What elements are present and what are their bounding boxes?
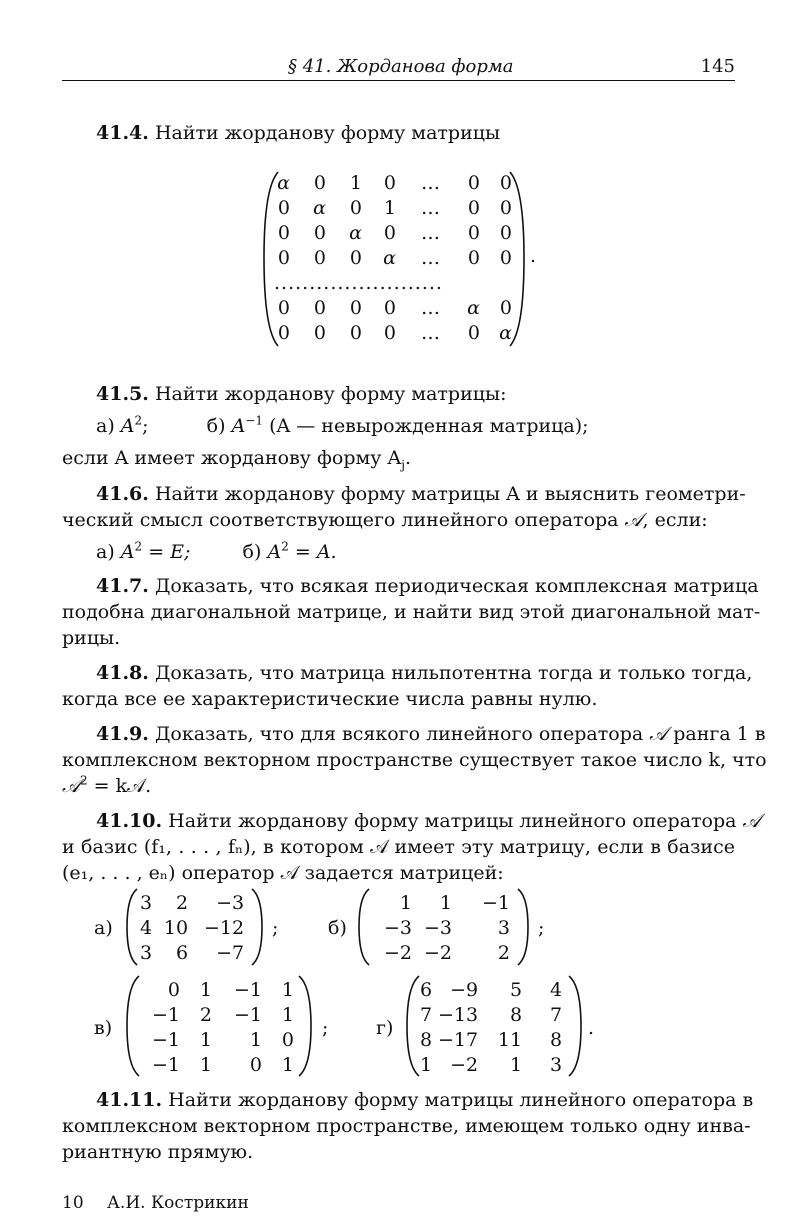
matrix-row	[142, 1027, 294, 1052]
matrix-cell: 3	[140, 941, 153, 964]
matrix-row	[142, 1002, 294, 1027]
problem-41-5	[96, 381, 735, 407]
problem-41-5-items	[96, 413, 735, 439]
matrix-cell: 0	[467, 246, 480, 269]
matrix-cell: α	[383, 246, 396, 269]
matrix-cell: 1	[399, 891, 412, 914]
author-name: А.И. Кострикин	[107, 1193, 249, 1213]
problem-line-1: Найти жорданову форму матрицы A и выяснить геометри-	[154, 483, 746, 505]
matrix-cell: −1	[233, 978, 262, 1001]
matrix-cell: α	[499, 321, 512, 344]
page-number: 145	[700, 56, 735, 77]
item-a-end: ;	[142, 415, 149, 437]
running-header	[62, 56, 735, 80]
problem-41-9-line-3	[62, 773, 735, 799]
matrix-label-d: г)	[376, 1017, 394, 1039]
matrix-c-right-paren	[296, 974, 314, 1078]
problem-41-6-items	[96, 539, 735, 565]
problem-41-11-line-2: комплексном векторном пространстве, имеющем только одну инва-	[62, 1115, 751, 1137]
matrix-c-left-paren	[124, 974, 142, 1078]
matrix-row	[140, 890, 244, 915]
matrix-cell: 1	[420, 1053, 433, 1076]
operator-symbol: 𝒜	[62, 775, 80, 797]
matrix-cell: 1	[510, 1053, 523, 1076]
problem-number: 41.4.	[96, 122, 149, 144]
problem-line-1-a: Доказать, что для всякого линейного оператора	[154, 723, 650, 745]
problem-number: 41.9.	[96, 723, 149, 745]
item-b-expr: A	[231, 415, 246, 437]
problem-41-10-line-3: (e₁, . . . , eₙ) оператор 𝒜 задается матрицей:	[62, 862, 504, 884]
matrix-row	[372, 940, 510, 965]
matrix-d-right-paren	[566, 974, 584, 1078]
matrix-cell: 8	[510, 1003, 523, 1026]
problem-41-6-line-2	[62, 507, 735, 533]
matrix-cell: 0	[313, 296, 326, 319]
operator-symbol: 𝒜	[649, 723, 668, 745]
matrix-cell: 0	[277, 246, 290, 269]
matrix-b	[372, 890, 510, 965]
matrix-row	[276, 295, 512, 320]
item-a-lhs: A	[120, 541, 135, 563]
matrix-cell: −3	[383, 916, 412, 939]
matrix-row	[276, 245, 512, 270]
item-label-b: б)	[206, 415, 226, 437]
problem-41-9	[96, 721, 766, 747]
matrix-cell: 0	[499, 221, 512, 244]
matrix-row	[140, 940, 244, 965]
matrix-cell: 8	[550, 1028, 563, 1051]
problem-line-1-a: Найти жорданову форму матрицы линейного оператора	[168, 810, 743, 832]
matrix-cell: 1	[199, 1028, 212, 1051]
matrix-cell: 0	[281, 1028, 294, 1051]
matrix-cell: 10	[163, 916, 189, 939]
matrix-cell: −1	[151, 1003, 180, 1026]
matrix-cell: 0	[313, 246, 326, 269]
matrix-cell: −3	[423, 916, 452, 939]
matrix-cell: 0	[277, 321, 290, 344]
matrix-cell: 2	[497, 941, 510, 964]
problem-41-7	[96, 573, 759, 599]
matrix-cell: 0	[349, 196, 362, 219]
matrix-cell: −13	[437, 1003, 479, 1026]
matrix-cell: 0	[383, 171, 396, 194]
matrix-cell: 7	[420, 1003, 433, 1026]
matrix-a-right-paren	[249, 887, 265, 967]
matrix-row	[420, 1002, 562, 1027]
matrix-cell: α	[313, 196, 326, 219]
item-label-b: б)	[242, 541, 262, 563]
matrix-row	[372, 890, 510, 915]
matrix-cell: −9	[450, 978, 479, 1001]
matrix-cell: 0	[499, 196, 512, 219]
equation-rest: = k𝒜.	[87, 775, 152, 797]
matrix-period: .	[530, 245, 537, 267]
matrix-cell: −1	[151, 1053, 180, 1076]
condition-text: если A имеет жорданову форму A	[62, 447, 402, 469]
matrix-row	[276, 320, 512, 345]
matrix-cell: 0	[349, 246, 362, 269]
matrix-cell: 0	[383, 321, 396, 344]
problem-line-1: Найти жорданову форму матрицы линейного оператора в	[168, 1089, 754, 1111]
matrix-cell: 11	[497, 1028, 523, 1051]
problem-41-10-line-2: и базис (f₁, . . . , fₙ), в котором 𝒜 имеет эту матрицу, если в базисе	[62, 836, 735, 858]
matrix-cell: 0	[467, 171, 480, 194]
item-a-expr: A	[120, 415, 135, 437]
matrix-cell: 3	[550, 1053, 563, 1076]
matrix-dots-row: ........................	[274, 272, 443, 294]
problem-text: Найти жорданову форму матрицы	[154, 122, 501, 144]
item-label-a: а)	[96, 415, 115, 437]
matrix-cell: −1	[151, 1028, 180, 1051]
matrix-cell: 0	[499, 171, 512, 194]
matrix-cell: 0	[313, 171, 326, 194]
matrix-label-c: в)	[94, 1017, 113, 1039]
problem-41-5-condition	[62, 445, 735, 471]
matrix-c-end: ;	[322, 1017, 329, 1039]
matrix-row	[142, 1052, 294, 1077]
matrix-cell: −2	[383, 941, 412, 964]
matrix-cell: α	[467, 296, 480, 319]
matrix-cell: 0	[167, 978, 180, 1001]
problem-number: 41.8.	[96, 662, 149, 684]
matrix-row	[140, 915, 244, 940]
matrix-b-left-paren	[356, 887, 372, 967]
matrix-cell: 1	[439, 891, 452, 914]
item-b-note: (A — невырожденная матрица);	[269, 415, 589, 437]
condition-end: .	[404, 447, 411, 469]
problem-number: 41.11.	[96, 1089, 163, 1111]
matrix-cell: …	[421, 246, 440, 269]
matrix-cell: −12	[203, 916, 245, 939]
matrix-cell: 3	[140, 891, 153, 914]
matrix-cell: 2	[176, 891, 189, 914]
matrix-cell: 2	[199, 1003, 212, 1026]
matrix-cell: 0	[349, 321, 362, 344]
problem-line-1-b: ранга 1 в	[667, 723, 766, 745]
matrix-cell: 0	[349, 296, 362, 319]
matrix-cell: 0	[499, 296, 512, 319]
matrix-row	[420, 1052, 562, 1077]
item-label-a: а)	[96, 541, 115, 563]
problem-41-8	[96, 660, 753, 686]
matrix-right-paren	[506, 170, 528, 350]
matrix-cell: 0	[467, 321, 480, 344]
item-b-sup: 2	[281, 539, 289, 554]
condition-sub: j	[401, 457, 405, 472]
problem-number: 41.6.	[96, 483, 149, 505]
matrix-cell: 3	[497, 916, 510, 939]
matrix-cell: 1	[199, 978, 212, 1001]
matrix-cell: 5	[510, 978, 523, 1001]
header-title: § 41. Жорданова форма	[288, 56, 514, 77]
problem-41-6	[96, 481, 746, 507]
matrix-label-b: б)	[328, 917, 347, 939]
matrix-cell: 0	[313, 321, 326, 344]
matrix-b-end: ;	[538, 917, 545, 939]
problem-text: Найти жорданову форму матрицы:	[154, 383, 507, 405]
problem-line-1: Доказать, что всякая периодическая комплексная матрица	[154, 575, 759, 597]
matrix-cell: α	[349, 221, 362, 244]
matrix-cell: −3	[216, 891, 245, 914]
page-footer	[62, 1193, 267, 1213]
matrix-d-end: .	[588, 1017, 595, 1039]
matrix-a-end: ;	[272, 917, 279, 939]
matrix-row	[276, 195, 512, 220]
matrix-cell: 1	[349, 171, 362, 194]
matrix-cell: 6	[176, 941, 189, 964]
operator-symbol: 𝒜	[742, 810, 761, 832]
matrix-row	[420, 1027, 562, 1052]
matrix-cell: 1	[281, 1053, 294, 1076]
matrix-d	[420, 977, 562, 1077]
problem-line-1: Доказать, что матрица нильпотентна тогда и только тогда,	[154, 662, 753, 684]
matrix-cell: 0	[277, 296, 290, 319]
matrix-cell: …	[421, 171, 440, 194]
matrix-cell: −1	[481, 891, 510, 914]
matrix-cell: 4	[550, 978, 563, 1001]
problem-41-11	[96, 1087, 754, 1113]
matrix-cell: −17	[437, 1028, 479, 1051]
matrix-c	[142, 977, 294, 1077]
matrix-cell: 0	[467, 196, 480, 219]
item-a-sup: 2	[134, 413, 143, 428]
matrix-label-a: а)	[94, 917, 113, 939]
matrix-cell: …	[421, 296, 440, 319]
matrix-cell: −2	[423, 941, 452, 964]
matrix-cell: 1	[281, 978, 294, 1001]
matrix-cell: 0	[277, 221, 290, 244]
matrix-cell: α	[277, 171, 290, 194]
matrix-b-right-paren	[515, 887, 531, 967]
problem-41-7-line-3: рицы.	[62, 627, 121, 649]
matrix-cell: −7	[216, 941, 245, 964]
matrix-cell: 0	[277, 196, 290, 219]
problem-number: 41.7.	[96, 575, 149, 597]
sheet-number: 10	[62, 1193, 84, 1213]
operator-symbol: 𝒜	[624, 509, 643, 531]
matrix-cell: −2	[450, 1053, 479, 1076]
line-2-text: ческий смысл соответствующего линейного оператора	[62, 509, 625, 531]
problem-41-11-line-3: риантную прямую.	[62, 1141, 254, 1163]
matrix-cell: 0	[383, 296, 396, 319]
problem-41-8-line-2: когда все ее характеристические числа равны нулю.	[62, 688, 598, 710]
matrix-cell: 0	[467, 221, 480, 244]
matrix-row	[276, 220, 512, 245]
line-2-end: , если:	[642, 509, 708, 531]
matrix-cell: −1	[233, 1003, 262, 1026]
problem-number: 41.5.	[96, 383, 149, 405]
matrix-cell: 0	[249, 1053, 262, 1076]
matrix-cell: 8	[420, 1028, 433, 1051]
problem-41-7-line-2: подобна диагональной матрице, и найти вид этой диагональной мат-	[62, 601, 761, 623]
matrix-a	[140, 890, 244, 965]
problem-number: 41.10.	[96, 810, 163, 832]
item-b-sup: −1	[245, 413, 264, 428]
matrix-cell: 0	[383, 221, 396, 244]
matrix-a-left-paren	[124, 887, 140, 967]
power: 2	[79, 773, 88, 788]
matrix-cell: 1	[383, 196, 396, 219]
header-rule	[62, 80, 735, 81]
problem-41-9-line-2: комплексном векторном пространстве существует такое число k, что	[62, 749, 767, 771]
matrix-row	[276, 170, 512, 195]
matrix-cell: …	[421, 321, 440, 344]
matrix-cell: 4	[140, 916, 153, 939]
matrix-cell: 1	[281, 1003, 294, 1026]
matrix-cell: …	[421, 196, 440, 219]
item-a-rhs: = E;	[148, 541, 191, 563]
item-b-lhs: A	[267, 541, 282, 563]
problem-41-4	[96, 120, 735, 146]
item-b-rhs: = A.	[294, 541, 337, 563]
matrix-row	[420, 977, 562, 1002]
matrix-cell: 1	[199, 1053, 212, 1076]
matrix-cell: 7	[550, 1003, 563, 1026]
matrix-cell: …	[421, 221, 440, 244]
matrix-row	[142, 977, 294, 1002]
matrix-cell: 1	[249, 1028, 262, 1051]
matrix-cell: 6	[420, 978, 433, 1001]
matrix-41-4	[276, 170, 512, 345]
problem-41-10	[96, 808, 761, 834]
matrix-cell: 0	[499, 246, 512, 269]
item-a-sup: 2	[134, 539, 143, 554]
matrix-cell: 0	[313, 221, 326, 244]
matrix-row	[372, 915, 510, 940]
